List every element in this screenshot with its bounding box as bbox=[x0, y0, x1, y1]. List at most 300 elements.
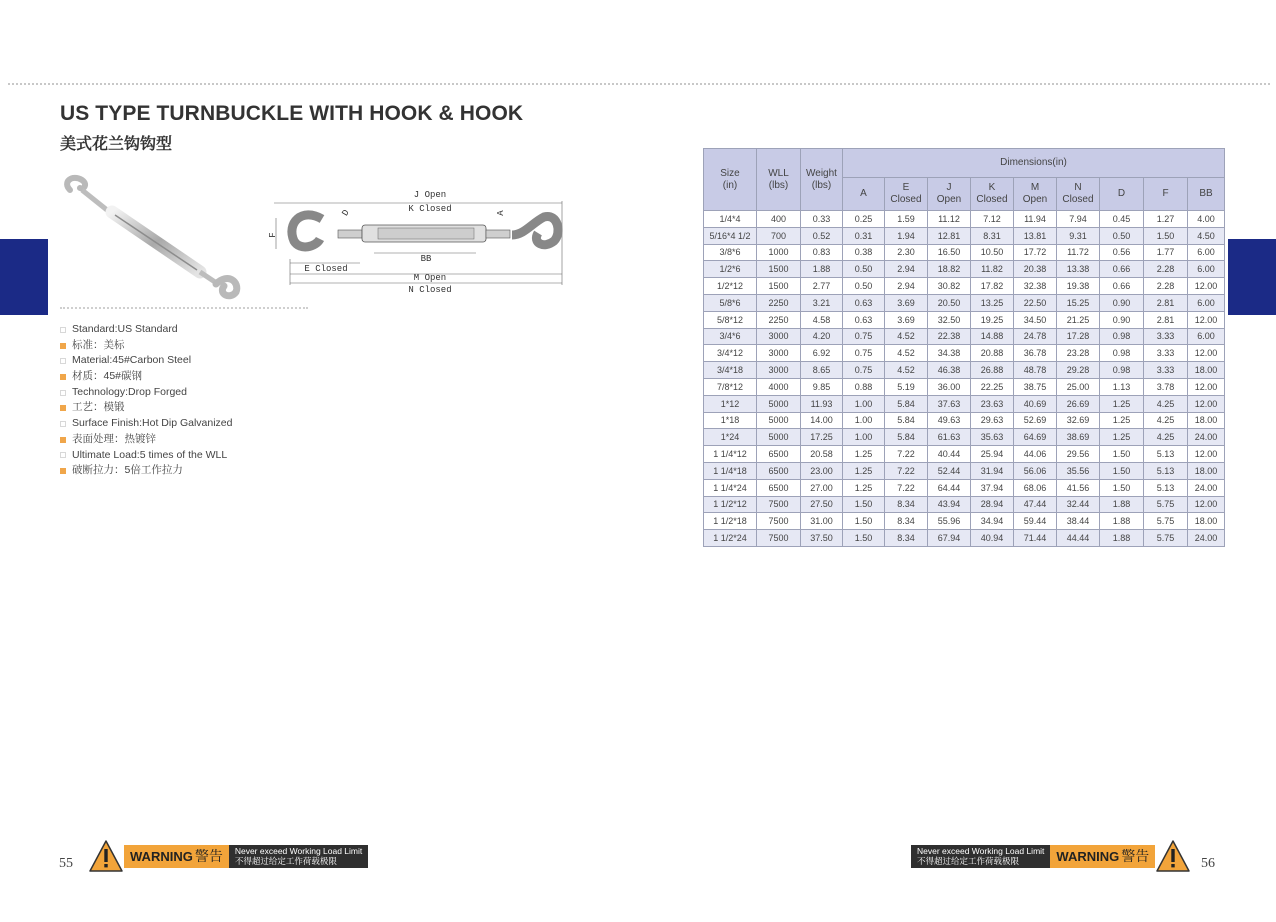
cell-j-open: 67.94 bbox=[928, 530, 971, 547]
cell-n-closed: 15.25 bbox=[1057, 294, 1100, 311]
cell-bb: 18.00 bbox=[1188, 412, 1225, 429]
warning-label-en: WARNING bbox=[130, 848, 193, 864]
cell-bb: 18.00 bbox=[1188, 362, 1225, 379]
header-m-open bbox=[1014, 178, 1057, 211]
cell-n-closed: 41.56 bbox=[1057, 479, 1100, 496]
cell-j-open: 34.38 bbox=[928, 345, 971, 362]
cell-bb: 4.00 bbox=[1188, 211, 1225, 228]
spec-table-body bbox=[704, 211, 1225, 547]
spec-item-text: Material:45#Carbon Steel bbox=[72, 354, 192, 367]
cell-m-open: 22.50 bbox=[1014, 294, 1057, 311]
header-d: D bbox=[1100, 178, 1144, 211]
cell-d: 1.88 bbox=[1100, 513, 1144, 530]
cell-f: 5.75 bbox=[1144, 530, 1188, 547]
header-wll-unit: (lbs) bbox=[768, 179, 789, 191]
table-row bbox=[704, 496, 1225, 513]
cell-e-closed: 2.94 bbox=[885, 278, 928, 295]
cell-a: 0.38 bbox=[843, 244, 885, 261]
cell-bb: 24.00 bbox=[1188, 429, 1225, 446]
spec-item-text: 工艺：模锻 bbox=[72, 401, 125, 414]
cell-f: 5.13 bbox=[1144, 462, 1188, 479]
cell-a: 1.25 bbox=[843, 479, 885, 496]
spec-item bbox=[60, 463, 233, 479]
cell-a: 1.00 bbox=[843, 395, 885, 412]
bullet-icon bbox=[60, 452, 66, 458]
cell-wll: 5000 bbox=[757, 412, 801, 429]
photo-dotted-divider bbox=[60, 307, 308, 309]
cell-size: 1 1/2*24 bbox=[704, 530, 757, 547]
cell-bb: 18.00 bbox=[1188, 462, 1225, 479]
diagram-label-f: F bbox=[268, 232, 278, 238]
warning-message-cn: 不得超过给定工作荷载极限 bbox=[234, 856, 337, 866]
cell-m-open: 32.38 bbox=[1014, 278, 1057, 295]
table-row bbox=[704, 513, 1225, 530]
cell-size: 1/2*6 bbox=[704, 261, 757, 278]
cell-j-open: 64.44 bbox=[928, 479, 971, 496]
cell-a: 1.50 bbox=[843, 513, 885, 530]
cell-n-closed: 13.38 bbox=[1057, 261, 1100, 278]
cell-m-open: 40.69 bbox=[1014, 395, 1057, 412]
cell-j-open: 55.96 bbox=[928, 513, 971, 530]
cell-wll: 1000 bbox=[757, 244, 801, 261]
warning-message-cn: 不得超过给定工作荷载极限 bbox=[917, 856, 1020, 866]
cell-e-closed: 5.84 bbox=[885, 429, 928, 446]
table-row bbox=[704, 311, 1225, 328]
spec-item-text: Standard:US Standard bbox=[72, 323, 178, 335]
cell-f: 4.25 bbox=[1144, 429, 1188, 446]
cell-size: 1*24 bbox=[704, 429, 757, 446]
cell-bb: 12.00 bbox=[1188, 345, 1225, 362]
cell-n-closed: 29.28 bbox=[1057, 362, 1100, 379]
cell-f: 3.78 bbox=[1144, 378, 1188, 395]
cell-f: 2.28 bbox=[1144, 278, 1188, 295]
cell-bb: 6.00 bbox=[1188, 244, 1225, 261]
cell-e-closed: 7.22 bbox=[885, 446, 928, 463]
header-j-open bbox=[928, 178, 971, 211]
cell-bb: 18.00 bbox=[1188, 513, 1225, 530]
cell-k-closed: 35.63 bbox=[971, 429, 1014, 446]
cell-j-open: 22.38 bbox=[928, 328, 971, 345]
header-k-sub: Closed bbox=[976, 194, 1008, 205]
cell-size: 3/8*6 bbox=[704, 244, 757, 261]
cell-k-closed: 25.94 bbox=[971, 446, 1014, 463]
cell-bb: 6.00 bbox=[1188, 328, 1225, 345]
header-wll bbox=[757, 149, 801, 211]
cell-a: 0.31 bbox=[843, 227, 885, 244]
table-row bbox=[704, 227, 1225, 244]
cell-k-closed: 19.25 bbox=[971, 311, 1014, 328]
cell-e-closed: 7.22 bbox=[885, 462, 928, 479]
cell-weight: 20.58 bbox=[801, 446, 843, 463]
cell-weight: 0.83 bbox=[801, 244, 843, 261]
cell-j-open: 18.82 bbox=[928, 261, 971, 278]
cell-d: 1.13 bbox=[1100, 378, 1144, 395]
cell-size: 1*18 bbox=[704, 412, 757, 429]
cell-e-closed: 2.30 bbox=[885, 244, 928, 261]
cell-a: 0.25 bbox=[843, 211, 885, 228]
cell-n-closed: 9.31 bbox=[1057, 227, 1100, 244]
warning-message-en: Never exceed Working Load Limit bbox=[234, 846, 363, 856]
cell-weight: 11.93 bbox=[801, 395, 843, 412]
cell-e-closed: 1.94 bbox=[885, 227, 928, 244]
cell-e-closed: 2.94 bbox=[885, 261, 928, 278]
table-row bbox=[704, 378, 1225, 395]
warning-banner-right bbox=[911, 839, 1191, 873]
table-row bbox=[704, 278, 1225, 295]
cell-m-open: 52.69 bbox=[1014, 412, 1057, 429]
cell-d: 1.50 bbox=[1100, 462, 1144, 479]
table-row bbox=[704, 412, 1225, 429]
cell-e-closed: 4.52 bbox=[885, 328, 928, 345]
cell-d: 0.45 bbox=[1100, 211, 1144, 228]
left-side-tab bbox=[0, 239, 48, 315]
cell-f: 1.50 bbox=[1144, 227, 1188, 244]
cell-f: 5.13 bbox=[1144, 446, 1188, 463]
cell-k-closed: 7.12 bbox=[971, 211, 1014, 228]
cell-k-closed: 8.31 bbox=[971, 227, 1014, 244]
diagram-label-n-closed: N Closed bbox=[408, 285, 452, 295]
diagram-label-a: A bbox=[496, 210, 506, 216]
table-row bbox=[704, 244, 1225, 261]
table-row bbox=[704, 261, 1225, 278]
header-n-closed bbox=[1057, 178, 1100, 211]
diagram-label-m-open: M Open bbox=[413, 273, 447, 283]
bullet-icon bbox=[60, 358, 66, 364]
cell-j-open: 32.50 bbox=[928, 311, 971, 328]
cell-k-closed: 23.63 bbox=[971, 395, 1014, 412]
cell-weight: 1.88 bbox=[801, 261, 843, 278]
cell-wll: 2250 bbox=[757, 311, 801, 328]
cell-n-closed: 26.69 bbox=[1057, 395, 1100, 412]
cell-j-open: 16.50 bbox=[928, 244, 971, 261]
cell-k-closed: 34.94 bbox=[971, 513, 1014, 530]
cell-j-open: 49.63 bbox=[928, 412, 971, 429]
cell-weight: 8.65 bbox=[801, 362, 843, 379]
warning-label-en: WARNING bbox=[1056, 848, 1120, 864]
header-m-sub: Open bbox=[1022, 194, 1048, 205]
cell-f: 5.13 bbox=[1144, 479, 1188, 496]
cell-m-open: 36.78 bbox=[1014, 345, 1057, 362]
cell-d: 1.25 bbox=[1100, 395, 1144, 412]
spec-table-container bbox=[703, 148, 1225, 547]
spec-item-text: Ultimate Load:5 times of the WLL bbox=[72, 448, 228, 461]
cell-bb: 24.00 bbox=[1188, 479, 1225, 496]
cell-bb: 12.00 bbox=[1188, 496, 1225, 513]
cell-d: 1.25 bbox=[1100, 412, 1144, 429]
bullet-icon bbox=[60, 405, 66, 411]
cell-bb: 6.00 bbox=[1188, 261, 1225, 278]
cell-e-closed: 8.34 bbox=[885, 496, 928, 513]
turnbuckle-image bbox=[67, 178, 237, 296]
header-size-unit: (in) bbox=[722, 179, 738, 191]
spec-item bbox=[60, 400, 233, 416]
cell-d: 0.98 bbox=[1100, 328, 1144, 345]
cell-wll: 5000 bbox=[757, 395, 801, 412]
header-n-label: N bbox=[1074, 182, 1082, 193]
cell-n-closed: 17.28 bbox=[1057, 328, 1100, 345]
cell-j-open: 36.00 bbox=[928, 378, 971, 395]
cell-size: 1 1/2*12 bbox=[704, 496, 757, 513]
cell-n-closed: 44.44 bbox=[1057, 530, 1100, 547]
cell-f: 2.28 bbox=[1144, 261, 1188, 278]
cell-size: 5/8*6 bbox=[704, 294, 757, 311]
cell-weight: 3.21 bbox=[801, 294, 843, 311]
bullet-icon bbox=[60, 390, 66, 396]
cell-d: 0.98 bbox=[1100, 362, 1144, 379]
cell-f: 3.33 bbox=[1144, 345, 1188, 362]
cell-e-closed: 4.52 bbox=[885, 362, 928, 379]
spec-item-text: Technology:Drop Forged bbox=[72, 385, 187, 398]
cell-size: 1 1/4*18 bbox=[704, 462, 757, 479]
cell-d: 1.50 bbox=[1100, 479, 1144, 496]
cell-n-closed: 35.56 bbox=[1057, 462, 1100, 479]
cell-j-open: 12.81 bbox=[928, 227, 971, 244]
bullet-icon bbox=[60, 421, 66, 427]
cell-k-closed: 28.94 bbox=[971, 496, 1014, 513]
header-a: A bbox=[843, 178, 885, 211]
cell-m-open: 24.78 bbox=[1014, 328, 1057, 345]
cell-m-open: 34.50 bbox=[1014, 311, 1057, 328]
cell-d: 1.88 bbox=[1100, 530, 1144, 547]
cell-wll: 1500 bbox=[757, 261, 801, 278]
cell-wll: 7500 bbox=[757, 530, 801, 547]
cell-d: 0.90 bbox=[1100, 294, 1144, 311]
header-j-sub: Open bbox=[936, 194, 962, 205]
header-e-label: E bbox=[902, 182, 910, 193]
cell-n-closed: 11.72 bbox=[1057, 244, 1100, 261]
cell-d: 0.90 bbox=[1100, 311, 1144, 328]
diagram-label-k-closed: K Closed bbox=[408, 204, 452, 214]
cell-weight: 17.25 bbox=[801, 429, 843, 446]
cell-e-closed: 8.34 bbox=[885, 513, 928, 530]
cell-n-closed: 25.00 bbox=[1057, 378, 1100, 395]
table-row bbox=[704, 429, 1225, 446]
cell-weight: 27.50 bbox=[801, 496, 843, 513]
cell-wll: 2250 bbox=[757, 294, 801, 311]
spec-item-text: 材质：45#碳钢 bbox=[72, 370, 143, 383]
top-dotted-divider bbox=[8, 83, 1270, 85]
header-k-label: K bbox=[988, 182, 996, 193]
cell-k-closed: 13.25 bbox=[971, 294, 1014, 311]
spec-item bbox=[60, 416, 233, 432]
table-row bbox=[704, 446, 1225, 463]
header-f: F bbox=[1144, 178, 1188, 211]
cell-k-closed: 14.88 bbox=[971, 328, 1014, 345]
cell-a: 0.75 bbox=[843, 328, 885, 345]
cell-wll: 400 bbox=[757, 211, 801, 228]
cell-weight: 27.00 bbox=[801, 479, 843, 496]
bullet-icon bbox=[60, 343, 66, 349]
cell-a: 0.75 bbox=[843, 345, 885, 362]
cell-wll: 3000 bbox=[757, 362, 801, 379]
cell-wll: 3000 bbox=[757, 328, 801, 345]
cell-m-open: 38.75 bbox=[1014, 378, 1057, 395]
warning-label bbox=[1050, 845, 1155, 868]
table-row bbox=[704, 479, 1225, 496]
warning-message-en: Never exceed Working Load Limit bbox=[917, 846, 1045, 856]
header-e-sub: Closed bbox=[890, 194, 922, 205]
spec-item bbox=[60, 353, 233, 369]
page-number-left: 55 bbox=[59, 856, 73, 871]
cell-size: 1 1/2*18 bbox=[704, 513, 757, 530]
cell-j-open: 46.38 bbox=[928, 362, 971, 379]
page-title: US TYPE TURNBUCKLE WITH HOOK & HOOK bbox=[60, 102, 524, 125]
cell-n-closed: 23.28 bbox=[1057, 345, 1100, 362]
cell-bb: 12.00 bbox=[1188, 446, 1225, 463]
cell-weight: 14.00 bbox=[801, 412, 843, 429]
cell-a: 0.88 bbox=[843, 378, 885, 395]
cell-j-open: 37.63 bbox=[928, 395, 971, 412]
cell-weight: 9.85 bbox=[801, 378, 843, 395]
table-row bbox=[704, 462, 1225, 479]
cell-e-closed: 3.69 bbox=[885, 294, 928, 311]
header-weight bbox=[801, 149, 843, 211]
cell-d: 0.66 bbox=[1100, 278, 1144, 295]
turnbuckle-drawing bbox=[292, 215, 558, 247]
cell-e-closed: 5.19 bbox=[885, 378, 928, 395]
cell-d: 0.50 bbox=[1100, 227, 1144, 244]
cell-size: 7/8*12 bbox=[704, 378, 757, 395]
cell-j-open: 40.44 bbox=[928, 446, 971, 463]
cell-size: 5/8*12 bbox=[704, 311, 757, 328]
cell-n-closed: 19.38 bbox=[1057, 278, 1100, 295]
cell-wll: 5000 bbox=[757, 429, 801, 446]
cell-k-closed: 31.94 bbox=[971, 462, 1014, 479]
cell-f: 4.25 bbox=[1144, 395, 1188, 412]
cell-j-open: 52.44 bbox=[928, 462, 971, 479]
header-e-closed bbox=[885, 178, 928, 211]
right-side-tab bbox=[1228, 239, 1276, 315]
diagram-label-j-open: J Open bbox=[413, 190, 447, 200]
cell-a: 1.25 bbox=[843, 446, 885, 463]
diagram-label-bb: BB bbox=[420, 254, 432, 264]
cell-bb: 12.00 bbox=[1188, 311, 1225, 328]
cell-weight: 6.92 bbox=[801, 345, 843, 362]
spec-list bbox=[60, 322, 233, 479]
warning-triangle-icon bbox=[88, 839, 124, 873]
table-row bbox=[704, 328, 1225, 345]
warning-message bbox=[229, 845, 368, 868]
cell-e-closed: 7.22 bbox=[885, 479, 928, 496]
cell-size: 3/4*18 bbox=[704, 362, 757, 379]
spec-item-text: Surface Finish:Hot Dip Galvanized bbox=[72, 417, 233, 430]
cell-m-open: 68.06 bbox=[1014, 479, 1057, 496]
cell-m-open: 47.44 bbox=[1014, 496, 1057, 513]
cell-m-open: 44.06 bbox=[1014, 446, 1057, 463]
header-j-label: J bbox=[946, 182, 952, 193]
cell-n-closed: 7.94 bbox=[1057, 211, 1100, 228]
cell-n-closed: 38.69 bbox=[1057, 429, 1100, 446]
cell-n-closed: 32.44 bbox=[1057, 496, 1100, 513]
cell-f: 4.25 bbox=[1144, 412, 1188, 429]
cell-size: 1/4*4 bbox=[704, 211, 757, 228]
cell-weight: 37.50 bbox=[801, 530, 843, 547]
spec-item bbox=[60, 432, 233, 448]
cell-d: 0.66 bbox=[1100, 261, 1144, 278]
cell-j-open: 11.12 bbox=[928, 211, 971, 228]
bullet-icon bbox=[60, 437, 66, 443]
cell-k-closed: 17.82 bbox=[971, 278, 1014, 295]
header-m-label: M bbox=[1030, 182, 1040, 193]
cell-weight: 2.77 bbox=[801, 278, 843, 295]
cell-wll: 3000 bbox=[757, 345, 801, 362]
cell-wll: 1500 bbox=[757, 278, 801, 295]
spec-item bbox=[60, 369, 233, 385]
header-bb: BB bbox=[1188, 178, 1225, 211]
table-row bbox=[704, 211, 1225, 228]
dimension-diagram bbox=[262, 183, 568, 297]
warning-label bbox=[124, 845, 229, 868]
cell-f: 2.81 bbox=[1144, 311, 1188, 328]
cell-f: 3.33 bbox=[1144, 362, 1188, 379]
diagram-label-e-closed: E Closed bbox=[304, 264, 348, 274]
cell-k-closed: 20.88 bbox=[971, 345, 1014, 362]
cell-f: 2.81 bbox=[1144, 294, 1188, 311]
spec-item bbox=[60, 448, 233, 464]
product-photo bbox=[60, 172, 250, 302]
cell-m-open: 71.44 bbox=[1014, 530, 1057, 547]
cell-k-closed: 22.25 bbox=[971, 378, 1014, 395]
cell-k-closed: 26.88 bbox=[971, 362, 1014, 379]
cell-bb: 6.00 bbox=[1188, 294, 1225, 311]
spec-item bbox=[60, 322, 233, 338]
page-title-chinese: 美式花兰钩钩型 bbox=[60, 136, 173, 153]
cell-j-open: 20.50 bbox=[928, 294, 971, 311]
cell-a: 1.25 bbox=[843, 462, 885, 479]
cell-k-closed: 11.82 bbox=[971, 261, 1014, 278]
cell-a: 1.00 bbox=[843, 429, 885, 446]
warning-triangle-icon bbox=[1155, 839, 1191, 873]
cell-e-closed: 4.52 bbox=[885, 345, 928, 362]
cell-a: 0.75 bbox=[843, 362, 885, 379]
warning-label-cn: 警告 bbox=[1121, 848, 1150, 864]
header-n-sub: Closed bbox=[1062, 194, 1094, 205]
cell-wll: 700 bbox=[757, 227, 801, 244]
spec-item-text: 破断拉力：5倍工作拉力 bbox=[72, 464, 183, 477]
cell-size: 1 1/4*12 bbox=[704, 446, 757, 463]
warning-label-cn: 警告 bbox=[194, 848, 223, 864]
cell-wll: 6500 bbox=[757, 479, 801, 496]
cell-d: 1.88 bbox=[1100, 496, 1144, 513]
cell-size: 3/4*12 bbox=[704, 345, 757, 362]
cell-n-closed: 32.69 bbox=[1057, 412, 1100, 429]
cell-bb: 12.00 bbox=[1188, 395, 1225, 412]
warning-message bbox=[911, 845, 1050, 868]
cell-f: 5.75 bbox=[1144, 513, 1188, 530]
cell-e-closed: 8.34 bbox=[885, 530, 928, 547]
diagram-label-d: D bbox=[340, 208, 352, 218]
cell-f: 1.27 bbox=[1144, 211, 1188, 228]
cell-n-closed: 38.44 bbox=[1057, 513, 1100, 530]
cell-wll: 7500 bbox=[757, 513, 801, 530]
cell-m-open: 17.72 bbox=[1014, 244, 1057, 261]
header-weight-label: Weight bbox=[806, 167, 837, 179]
cell-bb: 4.50 bbox=[1188, 227, 1225, 244]
cell-n-closed: 29.56 bbox=[1057, 446, 1100, 463]
warning-banner-left bbox=[88, 839, 368, 873]
cell-bb: 24.00 bbox=[1188, 530, 1225, 547]
cell-m-open: 48.78 bbox=[1014, 362, 1057, 379]
cell-a: 1.50 bbox=[843, 496, 885, 513]
spec-table bbox=[703, 148, 1225, 547]
cell-m-open: 64.69 bbox=[1014, 429, 1057, 446]
cell-e-closed: 5.84 bbox=[885, 395, 928, 412]
cell-bb: 12.00 bbox=[1188, 278, 1225, 295]
cell-wll: 4000 bbox=[757, 378, 801, 395]
table-row bbox=[704, 530, 1225, 547]
cell-m-open: 56.06 bbox=[1014, 462, 1057, 479]
cell-a: 0.50 bbox=[843, 278, 885, 295]
